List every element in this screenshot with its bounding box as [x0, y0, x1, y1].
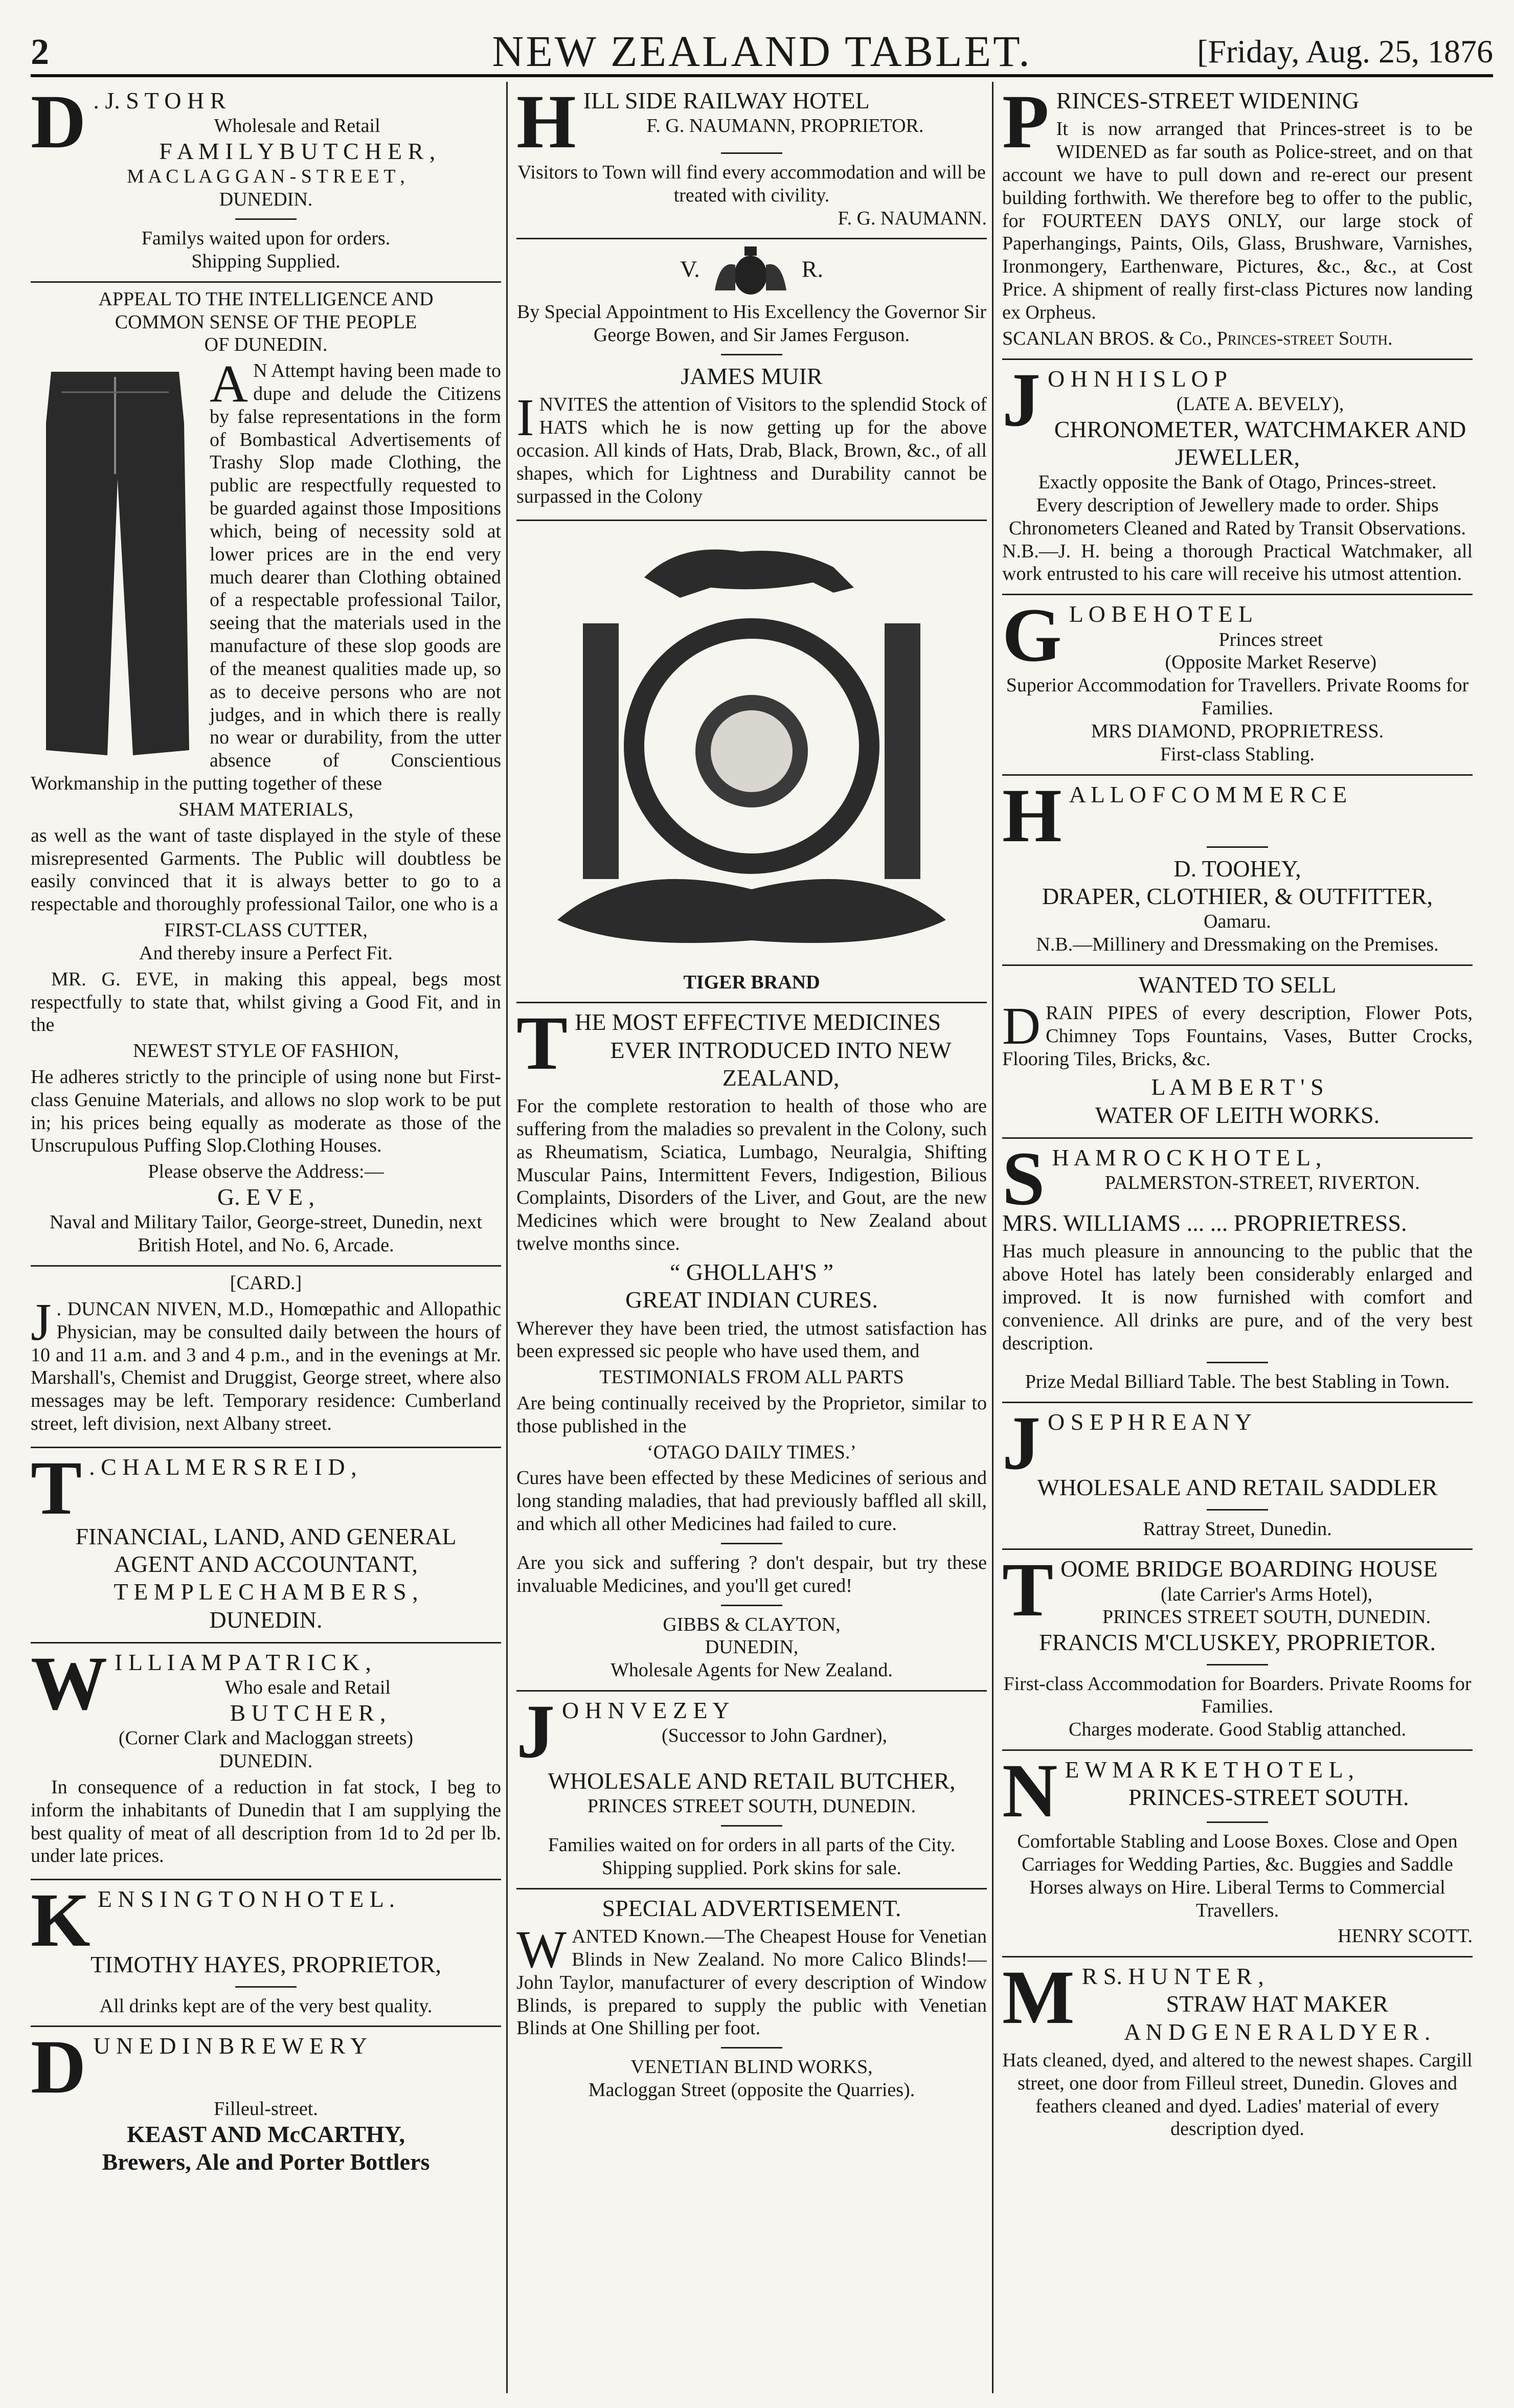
- ad-line: Superior Accommodation for Travellers. Private Rooms for Families.: [1006, 674, 1469, 719]
- ad-line: WHOLESALE AND RETAIL BUTCHER,: [548, 1768, 956, 1794]
- short-rule: [721, 2047, 782, 2049]
- masthead-rule: [31, 74, 1493, 77]
- drop-cap: T: [1002, 1547, 1054, 1633]
- ad-body: In consequence of a reduction in fat stock, I beg to inform the inhabitants of Dunedin that I am supplying the best quality of meat of all description from 1d to 2d per lb. under late prices.: [31, 1776, 501, 1867]
- short-rule: [235, 1986, 297, 1988]
- ad-heading: ILL SIDE RAILWAY HOTEL: [583, 87, 870, 114]
- ad-line: MRS. WILLIAMS ... ... PROPRIETRESS.: [1002, 1210, 1407, 1236]
- ad-body: . DUNCAN NIVEN, M.D., Homœpathic and Allopathic Physician, may be consulted daily between the hours of 10 and 11 a.m. and 3 and 4 p.m., and in the evenings at Mr. Marshall's, Chemist and Druggist, George street, where also messages may be left. Temporary residence: Cumberland street, left division, next Albany street.: [31, 1298, 501, 1435]
- ad-chalmers-reid: [31, 1445, 501, 1644]
- ad-niven: [31, 1267, 501, 1448]
- ad-signature: SCANLAN BROS. & Co., Princes-street South.: [1002, 327, 1393, 349]
- ad-body: ANTED Known.—The Cheapest House for Venetian Blinds in New Zealand. No more Calico Blinds!—John Taylor, manufacturer of every description of Window Blinds, is prepared to supply the public with Venetian Blinds at One Shilling per foot.: [516, 1926, 987, 2039]
- ad-line: Prize Medal Billiard Table. The best Stabling in Town.: [1025, 1371, 1450, 1393]
- ad-line: WATER OF LEITH WORKS.: [1095, 1101, 1380, 1128]
- ad-line: Filleul-street.: [214, 2098, 318, 2120]
- ad-body: Are being continually received by the Proprietor, similar to those published in the: [516, 1392, 987, 1437]
- ad-line: DUNEDIN.: [219, 189, 313, 211]
- ad-patrick: [31, 1640, 501, 1880]
- short-rule: [721, 1543, 782, 1544]
- ad-signature: GIBBS & CLAYTON,: [663, 1613, 841, 1635]
- ad-body: For the complete restoration to health of those who are suffering from the maladies so prevalent in the Colony, such as Rheumatism, Sciatica, Lumbago, Neuralgia, Shifting Muscular Pains, Intermittent Fevers, Indigestion, Bilious Complaints, Disorders of the Liver, and Gout, are the new Medicines which were brought to New Zealand about twelve months since.: [516, 1095, 987, 1255]
- column-2: [516, 82, 987, 2393]
- ad-subheading: “ GHOLLAH'S ”: [669, 1258, 833, 1285]
- ad-line: B U T C H E R ,: [230, 1700, 386, 1726]
- ad-heading: H A M R O C K H O T E L ,: [1052, 1144, 1322, 1171]
- drop-cap: G: [1002, 593, 1062, 678]
- short-rule: [1207, 1664, 1268, 1666]
- drop-cap: N: [1002, 1748, 1058, 1834]
- ad-line: (Corner Clark and Macloggan streets): [118, 1727, 414, 1749]
- ad-line: T E M P L E C H A M B E R S ,: [114, 1579, 418, 1605]
- ad-line: Who esale and Retail: [225, 1677, 391, 1699]
- ad-heading: E N S I N G T O N H O T E L .: [97, 1886, 395, 1912]
- ad-body: Has much pleasure in announcing to the public that the above Hotel has lately been considerably enlarged and improved. It is now furnished with comfort and convenience. All drinks are pure, and of the very best description.: [1002, 1241, 1473, 1354]
- ad-body: Wherever they have been tried, the utmost satisfaction has been expressed sic people who have used them, and: [516, 1317, 987, 1362]
- ad-line: (late Carrier's Arms Hotel),: [1160, 1583, 1373, 1605]
- ad-heading: EVER INTRODUCED INTO NEW: [610, 1037, 952, 1063]
- drop-cap: D: [31, 2024, 86, 2110]
- drop-cap: W: [516, 1920, 567, 1979]
- ad-line: PRINCES STREET SOUTH, DUNEDIN.: [1102, 1606, 1431, 1628]
- ad-line: Please observe the Address:—: [148, 1161, 384, 1183]
- ad-line: Shipping supplied. Pork skins for sale.: [602, 1857, 901, 1879]
- ad-hillside-hotel: [516, 82, 987, 239]
- ad-line: WHOLESALE AND RETAIL SADDLER: [1037, 1474, 1438, 1501]
- drop-cap: I: [516, 388, 534, 447]
- drop-cap: J: [1002, 357, 1041, 442]
- issue-date: [Friday, Aug. 25, 1876: [1197, 33, 1493, 70]
- ad-line: PRINCES STREET SOUTH, DUNEDIN.: [587, 1795, 916, 1817]
- drop-cap: D: [31, 82, 86, 164]
- ad-joseph-reany: [1002, 1403, 1473, 1550]
- ad-line: (LATE A. BEVELY),: [1176, 393, 1344, 415]
- short-rule: [721, 1825, 782, 1827]
- ad-line: D. TOOHEY,: [1173, 855, 1301, 882]
- drop-cap: T: [516, 1001, 568, 1086]
- ad-line: Charges moderate. Good Stablig attanched.: [1069, 1719, 1406, 1741]
- ad-line: N.B.—Millinery and Dressmaking on the Premises.: [1036, 933, 1439, 955]
- ad-heading: JAMES MUIR: [681, 363, 823, 390]
- ad-ghollah-medicines: [516, 1003, 987, 1692]
- ad-body: as well as the want of taste displayed in the style of these misrepresented Garments. The Public will doubtless be easily convinced that it is always better to go to a respectable and thoroughly professional Tailor, one who is a: [31, 824, 501, 915]
- ad-newmarket-hotel: [1002, 1748, 1473, 1957]
- ad-body: Cures have been effected by these Medicines of serious and long standing maladies, that had previously baffled all skill, and which all other Medicines had failed to cure.: [516, 1467, 987, 1535]
- ad-line: G. E V E ,: [217, 1184, 314, 1210]
- royal-crest-icon: [705, 244, 797, 301]
- ad-body: By Special Appointment to His Excellency the Governor Sir George Bowen, and Sir James Ferguson.: [516, 301, 987, 346]
- drop-cap: P: [1002, 82, 1049, 164]
- ad-heading: O S E P H R E A N Y: [1048, 1409, 1252, 1435]
- ad-stohr: [31, 82, 501, 283]
- column-divider: [506, 82, 508, 2393]
- ad-line: (Opposite Market Reserve): [1165, 651, 1377, 673]
- ad-heading: ZEALAND,: [722, 1064, 840, 1091]
- ad-line: Brewers, Ale and Porter Bottlers: [102, 2149, 430, 2175]
- ad-heading: I L L I A M P A T R I C K ,: [115, 1649, 371, 1675]
- ad-body: RAIN PIPES of every description, Flower Pots, Chimney Tops Fountains, Vases, Butter Crocks, Flooring Tiles, Bricks, &c.: [1002, 1002, 1473, 1070]
- ad-john-vezey: [516, 1689, 987, 1889]
- ad-heading: R S. H U N T E R ,: [1081, 1963, 1264, 1990]
- ad-body: NVITES the attention of Visitors to the splendid Stock of HATS which he is now getting up for the above occasion. All kinds of Hats, Drab, Black, Brown, &c., of all shapes, which for Lightness and Durability cannot be surpassed in the Colony: [516, 394, 987, 507]
- ad-body: It is now arranged that Princes-street is to be WIDENED as far south as Police-street, and on that account we have to pull down and re-erect our present building forthwith. We therefore beg to offer to the public, for FOURTEEN DAYS ONLY, our large stock of Paperhangings, Paints, Oils, Glass, Brushware, Varnishes, Ironmongery, Earthenware, Pictures, &c., &c., at Cost Price. A shipment of really first-class Pictures now landing ex Orpheus.: [1002, 118, 1473, 323]
- short-rule: [1207, 1362, 1268, 1363]
- ad-line: PALMERSTON-STREET, RIVERTON.: [1104, 1172, 1420, 1194]
- ad-heading: . J. S T O H R: [93, 87, 226, 114]
- ad-heading: OOME BRIDGE BOARDING HOUSE: [1060, 1556, 1438, 1582]
- drop-cap: J: [31, 1292, 52, 1352]
- ad-line: Princes street: [1218, 628, 1323, 650]
- ad-line: All drinks kept are of the very best quality.: [99, 1995, 433, 2017]
- ad-toome-bridge-boarding-house: [1002, 1547, 1473, 1751]
- ad-line: STRAW HAT MAKER: [1166, 1991, 1388, 2017]
- ad-subheading: ‘OTAGO DAILY TIMES.’: [646, 1441, 857, 1463]
- ad-heading: COMMON SENSE OF THE PEOPLE: [115, 311, 417, 333]
- ad-subheading: TESTIMONIALS FROM ALL PARTS: [599, 1366, 904, 1388]
- column-3: [1002, 82, 1473, 2393]
- ad-line: Rattray Street, Dunedin.: [1143, 1518, 1332, 1540]
- ad-line: R.: [801, 256, 823, 283]
- column-divider: [992, 82, 993, 2393]
- short-rule: [1207, 1509, 1268, 1511]
- ad-line: L A M B E R T ' S: [1151, 1074, 1324, 1100]
- ad-john-hislop: [1002, 357, 1473, 596]
- tiger-brand-illustration: [527, 531, 977, 971]
- ad-line: V.: [680, 256, 700, 283]
- ad-line: FINANCIAL, LAND, AND GENERAL: [75, 1523, 457, 1549]
- ad-line: Every description of Jewellery made to order. Ships Chronometers Cleaned and Rated by Transit Observations.: [1009, 494, 1466, 539]
- drop-cap: H: [1002, 773, 1062, 858]
- ad-body: Comfortable Stabling and Loose Boxes. Close and Open Carriages for Wedding Parties, &c. Buggies and Saddle Horses always on Hire. Liberal Terms to Commercial Travellers.: [1017, 1831, 1458, 1921]
- short-rule: [721, 354, 782, 355]
- ad-line: AGENT AND ACCOUNTANT,: [114, 1551, 418, 1578]
- newspaper-title: NEW ZEALAND TABLET.: [492, 27, 1032, 76]
- ad-kensington: [31, 1880, 501, 2027]
- drop-cap: J: [516, 1689, 555, 1774]
- ad-appeal-eve: [31, 283, 501, 1267]
- ad-line: First-class Accommodation for Boarders. Private Rooms for Families.: [1003, 1673, 1472, 1718]
- ad-line: DRAPER, CLOTHIER, & OUTFITTER,: [1042, 883, 1433, 909]
- column-1: [31, 82, 501, 2393]
- ad-heading: O H N H I S L O P: [1048, 365, 1227, 392]
- ad-line: F. G. NAUMANN, PROPRIETOR.: [646, 115, 924, 137]
- ad-lamberts-drain-pipes: [1002, 966, 1473, 1139]
- ad-line: First-class Stabling.: [1160, 743, 1315, 765]
- ad-heading: APPEAL TO THE INTELLIGENCE AND: [98, 288, 434, 310]
- ad-heading: A L L O F C O M M E R C E: [1069, 781, 1347, 807]
- ad-line: Exactly opposite the Bank of Otago, Princes-street.: [1038, 471, 1437, 493]
- ad-subheading: FIRST-CLASS CUTTER,: [164, 919, 368, 941]
- ad-heading: OF DUNEDIN.: [204, 334, 328, 356]
- drop-cap: W: [31, 1640, 107, 1726]
- ad-line: DUNEDIN.: [219, 1750, 313, 1772]
- ad-line: DUNEDIN.: [209, 1606, 323, 1633]
- ad-heading: RINCES-STREET WIDENING: [1056, 87, 1360, 114]
- ad-line: Wholesale Agents for New Zealand.: [611, 1659, 893, 1681]
- ad-subheading: NEWEST STYLE OF FASHION,: [132, 1040, 399, 1062]
- short-rule: [235, 218, 297, 220]
- ad-venetian-blinds: [516, 1889, 987, 2110]
- ad-line: Familys waited upon for orders.: [141, 228, 391, 250]
- ad-body: Hats cleaned, dyed, and altered to the newest shapes. Cargill street, one door from Filleul street, Dunedin. Gloves and feathers cleaned and dyed. Ladies' material of every description dyed.: [1002, 2049, 1473, 2140]
- drop-cap: K: [31, 1878, 91, 1963]
- drop-cap: M: [1002, 1955, 1075, 2040]
- ad-subheading: SHAM MATERIALS,: [178, 798, 354, 820]
- ad-heading: WANTED TO SELL: [1138, 971, 1337, 998]
- ad-body: MR. G. EVE, in making this appeal, begs most respectfully to state that, whilst giving a Good Fit, and in the: [31, 968, 501, 1036]
- ad-globe-hotel: [1002, 595, 1473, 775]
- ad-line: Macloggan Street (opposite the Quarries).: [588, 2079, 915, 2101]
- ad-line: DUNEDIN,: [705, 1636, 799, 1658]
- ad-line: VENETIAN BLIND WORKS,: [630, 2056, 873, 2078]
- ad-line: KEAST AND McCARTHY,: [126, 2121, 405, 2148]
- ad-line: Families waited on for orders in all parts of the City.: [548, 1834, 956, 1856]
- short-rule: [1207, 846, 1268, 848]
- ad-line: A N D G E N E R A L D Y E R .: [1124, 2018, 1431, 2045]
- short-rule: [1207, 1821, 1268, 1823]
- ad-heading: SPECIAL ADVERTISEMENT.: [602, 1895, 901, 1921]
- drop-cap: S: [1002, 1136, 1045, 1222]
- ad-shamrock-hotel: [1002, 1136, 1473, 1403]
- drop-cap: D: [1002, 997, 1041, 1055]
- ad-heading: U N E D I N B R E W E R Y: [93, 2033, 368, 2059]
- ad-line: PRINCES-STREET SOUTH.: [1128, 1784, 1409, 1811]
- page-number: 2: [31, 31, 49, 72]
- ad-signature: HENRY SCOTT.: [1338, 1925, 1473, 1947]
- ad-line: M A C L A G G A N - S T R E E T ,: [127, 166, 405, 188]
- ad-heading: HE MOST EFFECTIVE MEDICINES: [575, 1009, 941, 1036]
- ad-tiger-brand: [516, 521, 987, 1004]
- ad-body: He adheres strictly to the principle of using none but First-class Genuine Materials, and allows no slop work to be put in; his prices being equally as moderate as those of the Unscrupulous Puffing Slop.Clothing Houses.: [31, 1066, 501, 1157]
- drop-cap: T: [31, 1445, 82, 1531]
- ad-line: (Successor to John Gardner),: [661, 1725, 888, 1747]
- ad-address: Naval and Military Tailor, George-street, Dunedin, next British Hotel, and No. 6, Arcade.: [49, 1211, 482, 1256]
- ad-line: TIMOTHY HAYES, PROPRIETOR,: [91, 1951, 441, 1978]
- ad-line: Wholesale and Retail: [214, 115, 380, 137]
- ad-body: Visitors to Town will find every accommodation and will be treated with civility.: [517, 162, 986, 206]
- short-rule: [721, 152, 782, 154]
- ad-heading: E W M A R K E T H O T E L ,: [1065, 1757, 1354, 1783]
- ad-line: CHRONOMETER, WATCHMAKER AND JEWELLER,: [1054, 416, 1466, 470]
- ad-line: And thereby insure a Perfect Fit.: [139, 942, 393, 964]
- ad-dunedin-brewery: [31, 2024, 501, 2184]
- ad-line: Shipping Supplied.: [191, 250, 341, 272]
- ad-subheading: GREAT INDIAN CURES.: [625, 1287, 878, 1313]
- drop-cap: A: [210, 354, 248, 414]
- ad-line: N.B.—J. H. being a thorough Practical Watchmaker, all work entrusted to his care will receive his utmost attention.: [1002, 540, 1473, 585]
- drop-cap: H: [516, 82, 576, 164]
- ad-line: Oamaru.: [1204, 911, 1271, 933]
- ad-heading: O H N V E Z E Y: [562, 1697, 730, 1724]
- ad-mrs-hunter: [1002, 1957, 1473, 2152]
- ad-heading: . C H A L M E R S R E I D ,: [89, 1453, 357, 1480]
- ad-hall-of-commerce: [1002, 773, 1473, 966]
- ad-line: FRANCIS M'CLUSKEY, PROPRIETOR.: [1038, 1629, 1436, 1656]
- ad-heading: [CARD.]: [230, 1272, 302, 1294]
- ad-body: N Attempt having been made to dupe and delude the Citizens by false representations in the form of Bombastical Advertisements of Trashy Slop made Clothing, the public are respectfully requested to be guarded against those Impositions which, being of necessity sold at lower prices are in the end very much dearer than Clothing obtained of a respectable professional Tailor, seeing that the materials used in the manufacture of these slop goods are of the meanest qualities made up, so as to deceive persons who are not judges, and in which there is really no wear or durability, from the utter absence of Conscientious Workmanship in the putting together of these: [31, 360, 501, 795]
- ad-body: Are you sick and suffering ? don't despair, but try these invaluable Medicines, and you'll get cured!: [516, 1551, 987, 1596]
- ad-line: MRS DIAMOND, PROPRIETRESS.: [1091, 720, 1384, 742]
- illustration-caption: TIGER BRAND: [683, 971, 820, 993]
- short-rule: [721, 1605, 782, 1606]
- trousers-illustration: [31, 362, 199, 760]
- masthead: [31, 20, 1493, 77]
- ad-line: F A M I L Y B U T C H E R ,: [159, 138, 436, 165]
- drop-cap: J: [1002, 1401, 1041, 1486]
- ad-james-muir: [516, 239, 987, 521]
- ad-princes-street-widening: [1002, 82, 1473, 360]
- ad-signature: F. G. NAUMANN.: [838, 207, 987, 229]
- ad-heading: L O B E H O T E L: [1069, 601, 1253, 627]
